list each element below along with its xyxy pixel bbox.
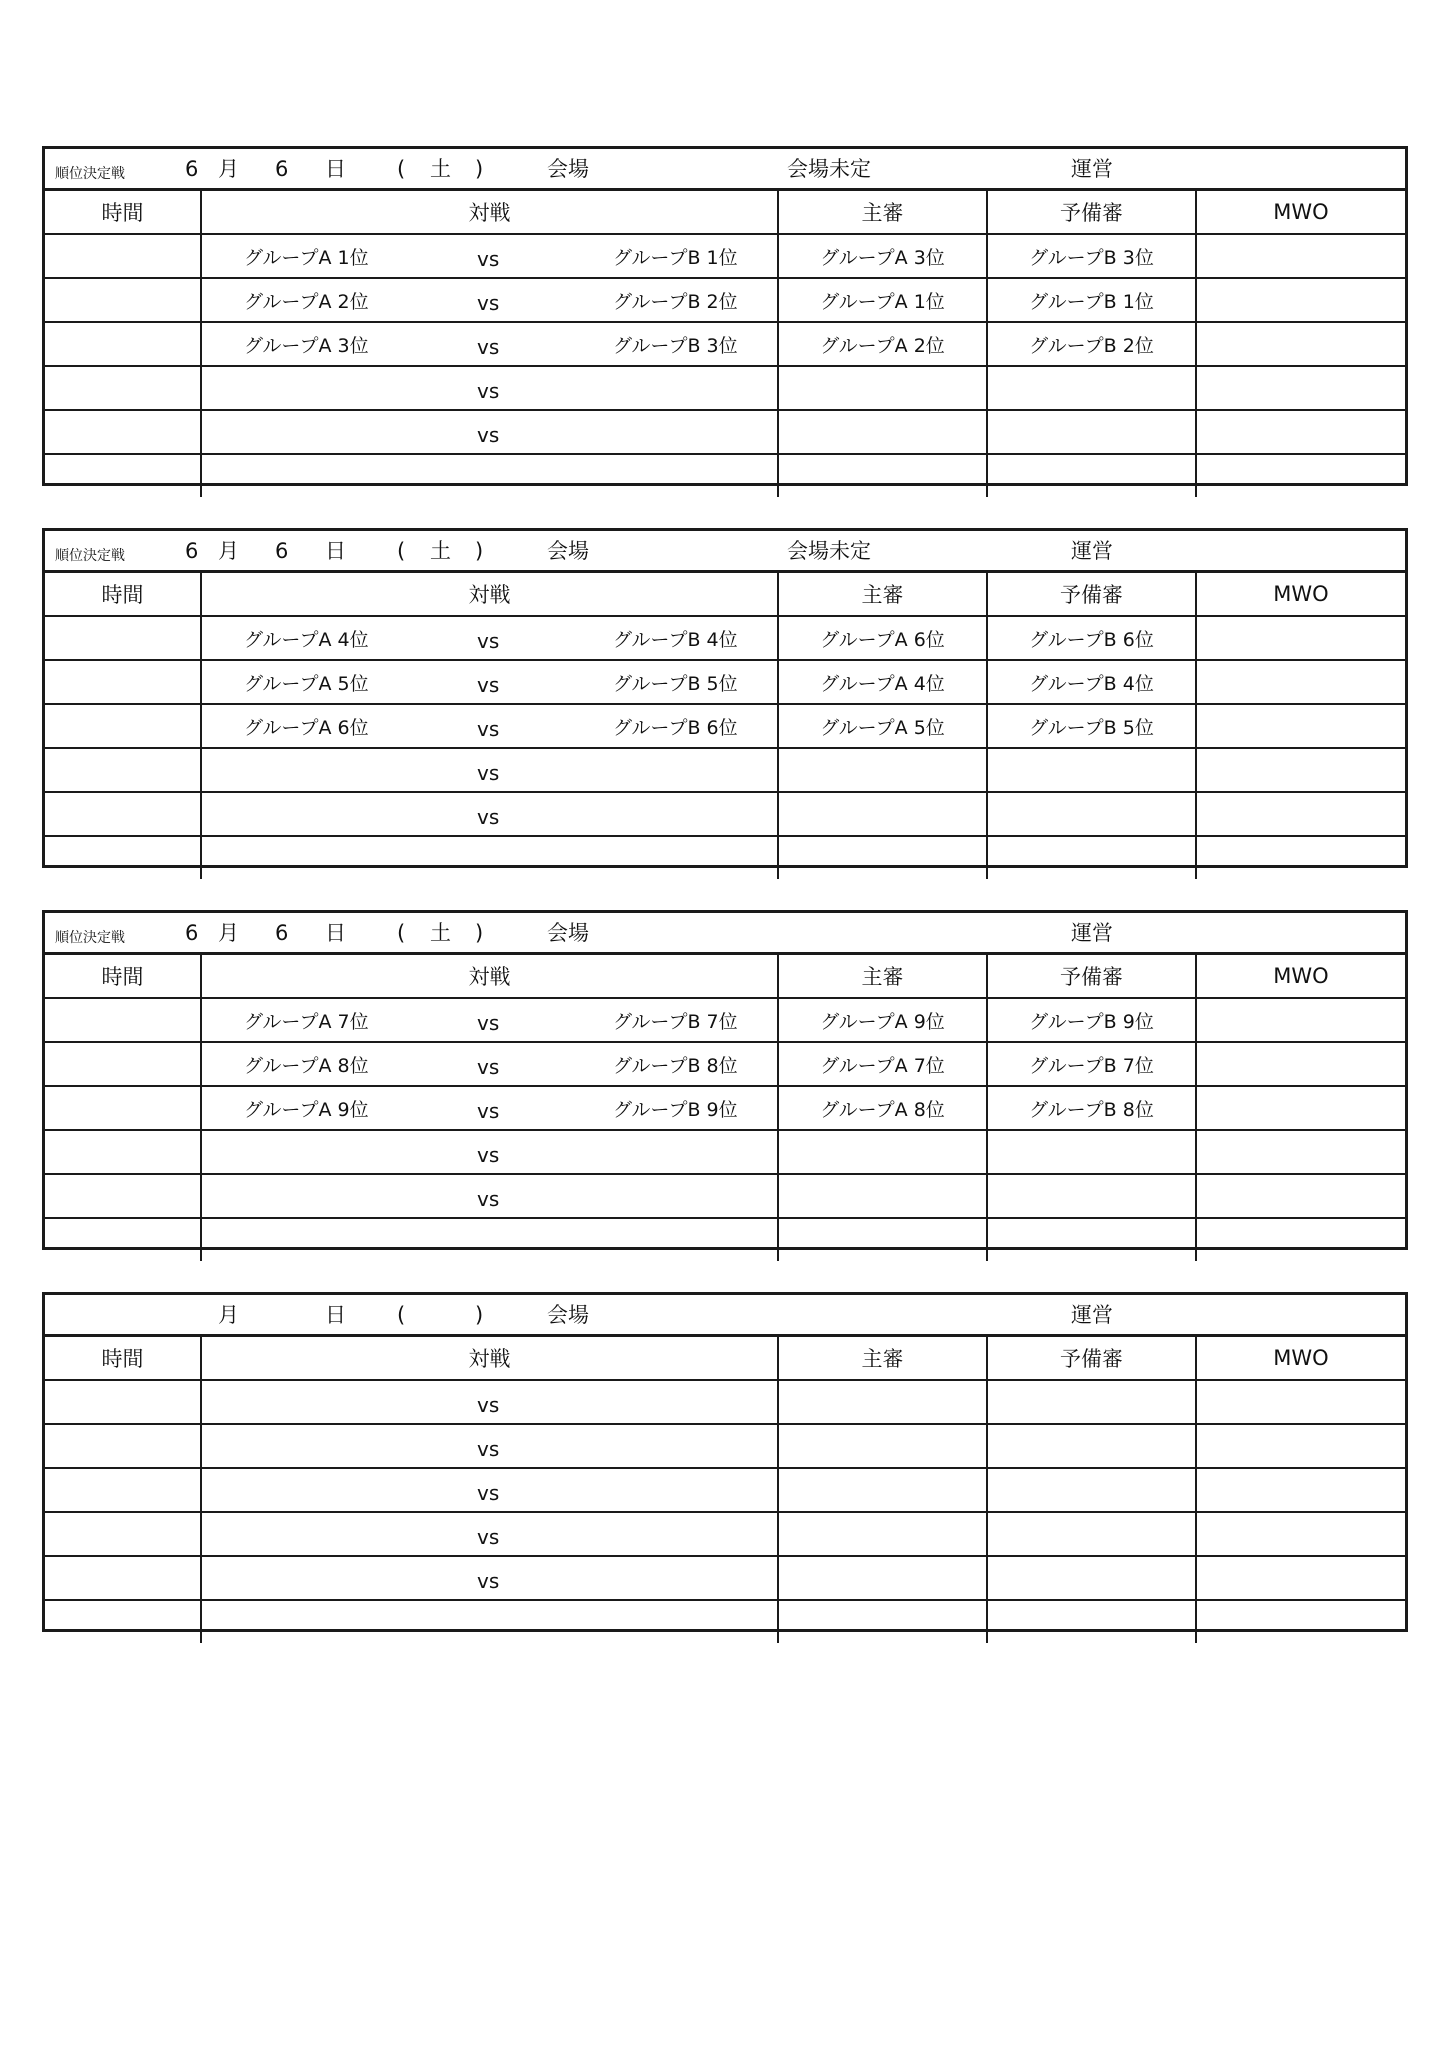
- sheet-label: 順位決定戦: [55, 548, 125, 564]
- column-header-row: [45, 955, 1405, 998]
- match-table: [45, 191, 1405, 497]
- col-time: 時間: [45, 573, 201, 616]
- vs-label: vs: [477, 1099, 500, 1123]
- table-row: [45, 748, 1405, 792]
- schedule-sheet-3: [42, 910, 1408, 1250]
- day-value: 6: [275, 921, 289, 945]
- vs-label: vs: [477, 629, 500, 653]
- reserve-cell[interactable]: [987, 1600, 1196, 1643]
- referee-cell[interactable]: グループA 7位: [778, 1042, 987, 1086]
- paren-close: ): [475, 921, 484, 945]
- mwo-cell[interactable]: [1196, 1086, 1405, 1130]
- vs-label: vs: [477, 423, 500, 447]
- match-cell[interactable]: [201, 1174, 778, 1218]
- table-row: [45, 1174, 1405, 1218]
- team-a: グループA 6位: [244, 717, 369, 739]
- vs-label: vs: [477, 761, 500, 785]
- mwo-cell[interactable]: [1196, 322, 1405, 366]
- referee-cell[interactable]: グループA 1位: [778, 278, 987, 322]
- team-b: グループB 6位: [613, 717, 738, 739]
- col-referee: 主審: [778, 573, 987, 616]
- sheet-label: 順位決定戦: [55, 166, 125, 182]
- table-row: [45, 234, 1405, 278]
- match-cell[interactable]: [201, 1086, 778, 1130]
- vs-label: vs: [477, 379, 500, 403]
- mwo-cell[interactable]: [1196, 366, 1405, 410]
- match-cell[interactable]: [201, 278, 778, 322]
- reserve-cell[interactable]: グループB 5位: [987, 704, 1196, 748]
- vs-label: vs: [477, 1393, 500, 1417]
- operator-label: 運営: [1071, 157, 1113, 181]
- vs-label: vs: [477, 1481, 500, 1505]
- col-referee: 主審: [778, 1337, 987, 1380]
- mwo-cell[interactable]: [1196, 1468, 1405, 1512]
- referee-cell[interactable]: [778, 1600, 987, 1643]
- mwo-cell[interactable]: [1196, 454, 1405, 497]
- match-cell[interactable]: [201, 322, 778, 366]
- col-time: 時間: [45, 191, 201, 234]
- mwo-cell[interactable]: [1196, 748, 1405, 792]
- referee-cell[interactable]: [778, 366, 987, 410]
- day-value: 6: [275, 539, 289, 563]
- vs-label: vs: [477, 1011, 500, 1035]
- table-row: [45, 836, 1405, 879]
- time-cell[interactable]: [45, 748, 201, 792]
- vs-label: vs: [477, 1055, 500, 1079]
- referee-cell[interactable]: [778, 836, 987, 879]
- column-header-row: [45, 573, 1405, 616]
- table-row: [45, 998, 1405, 1042]
- reserve-cell[interactable]: [987, 1218, 1196, 1261]
- schedule-sheets: [42, 146, 1408, 1674]
- reserve-cell[interactable]: グループB 2位: [987, 322, 1196, 366]
- table-row: [45, 366, 1405, 410]
- schedule-sheet-1: [42, 146, 1408, 486]
- mwo-cell[interactable]: [1196, 1600, 1405, 1643]
- table-row: [45, 322, 1405, 366]
- venue-label: 会場: [547, 539, 589, 563]
- col-time: 時間: [45, 955, 201, 998]
- referee-cell[interactable]: [778, 1512, 987, 1556]
- venue-label: 会場: [547, 921, 589, 945]
- vs-label: vs: [477, 335, 500, 359]
- operator-label: 運営: [1071, 921, 1113, 945]
- mwo-cell[interactable]: [1196, 410, 1405, 454]
- table-row: [45, 1130, 1405, 1174]
- vs-label: vs: [477, 247, 500, 271]
- table-row: [45, 1424, 1405, 1468]
- referee-cell[interactable]: [778, 1218, 987, 1261]
- table-row: [45, 1042, 1405, 1086]
- referee-cell[interactable]: [778, 410, 987, 454]
- reserve-cell[interactable]: [987, 366, 1196, 410]
- paren-open: (: [397, 539, 406, 563]
- referee-cell[interactable]: [778, 748, 987, 792]
- match-cell[interactable]: [201, 410, 778, 454]
- time-cell[interactable]: [45, 410, 201, 454]
- time-cell[interactable]: [45, 234, 201, 278]
- paren-open: (: [397, 921, 406, 945]
- team-a: グループA 5位: [244, 673, 369, 695]
- col-reserve: 予備審: [987, 1337, 1196, 1380]
- vs-label: vs: [477, 1143, 500, 1167]
- reserve-cell[interactable]: [987, 748, 1196, 792]
- paren-close: ): [475, 1303, 484, 1327]
- operator-label: 運営: [1071, 1303, 1113, 1327]
- col-reserve: 予備審: [987, 191, 1196, 234]
- team-a: グループA 4位: [244, 629, 369, 651]
- table-row: [45, 1380, 1405, 1424]
- referee-cell[interactable]: [778, 1468, 987, 1512]
- schedule-sheet-2: [42, 528, 1408, 868]
- col-match: 対戦: [201, 1337, 778, 1380]
- table-row: [45, 1086, 1405, 1130]
- team-b: グループB 3位: [613, 335, 738, 357]
- referee-cell[interactable]: [778, 1556, 987, 1600]
- vs-label: vs: [477, 717, 500, 741]
- time-cell[interactable]: [45, 616, 201, 660]
- mwo-cell[interactable]: [1196, 1174, 1405, 1218]
- day-unit: 日: [325, 921, 346, 945]
- table-row: [45, 1600, 1405, 1643]
- time-cell[interactable]: [45, 322, 201, 366]
- mwo-cell[interactable]: [1196, 1130, 1405, 1174]
- venue-label: 会場: [547, 1303, 589, 1327]
- referee-cell[interactable]: グループA 3位: [778, 234, 987, 278]
- reserve-cell[interactable]: [987, 792, 1196, 836]
- table-row: [45, 1468, 1405, 1512]
- mwo-cell[interactable]: [1196, 1556, 1405, 1600]
- match-cell[interactable]: [201, 1042, 778, 1086]
- mwo-cell[interactable]: [1196, 660, 1405, 704]
- referee-cell[interactable]: [778, 454, 987, 497]
- match-cell[interactable]: [201, 836, 778, 879]
- table-row: [45, 1512, 1405, 1556]
- sheet-header: [45, 1295, 1405, 1337]
- col-referee: 主審: [778, 191, 987, 234]
- time-cell[interactable]: [45, 1130, 201, 1174]
- time-cell[interactable]: [45, 1600, 201, 1643]
- time-cell[interactable]: [45, 278, 201, 322]
- reserve-cell[interactable]: [987, 1512, 1196, 1556]
- time-cell[interactable]: [45, 704, 201, 748]
- match-cell[interactable]: [201, 1424, 778, 1468]
- match-cell[interactable]: [201, 616, 778, 660]
- month-unit: 月: [218, 1303, 239, 1327]
- reserve-cell[interactable]: [987, 1556, 1196, 1600]
- time-cell[interactable]: [45, 792, 201, 836]
- vs-label: vs: [477, 805, 500, 829]
- referee-cell[interactable]: グループA 9位: [778, 998, 987, 1042]
- mwo-cell[interactable]: [1196, 792, 1405, 836]
- match-table: [45, 573, 1405, 879]
- col-mwo: MWO: [1196, 191, 1405, 234]
- venue-value: 会場未定: [787, 539, 871, 563]
- referee-cell[interactable]: グループA 4位: [778, 660, 987, 704]
- referee-cell[interactable]: グループA 5位: [778, 704, 987, 748]
- mwo-cell[interactable]: [1196, 234, 1405, 278]
- col-time: 時間: [45, 1337, 201, 1380]
- team-b: グループB 9位: [613, 1099, 738, 1121]
- col-mwo: MWO: [1196, 573, 1405, 616]
- reserve-cell[interactable]: グループB 3位: [987, 234, 1196, 278]
- weekday-value: 土: [430, 157, 451, 181]
- day-unit: 日: [325, 1303, 346, 1327]
- reserve-cell[interactable]: [987, 454, 1196, 497]
- day-unit: 日: [325, 539, 346, 563]
- time-cell[interactable]: [45, 660, 201, 704]
- match-cell[interactable]: [201, 1218, 778, 1261]
- referee-cell[interactable]: グループA 2位: [778, 322, 987, 366]
- match-cell[interactable]: [201, 454, 778, 497]
- time-cell[interactable]: [45, 1380, 201, 1424]
- mwo-cell[interactable]: [1196, 1424, 1405, 1468]
- mwo-cell[interactable]: [1196, 836, 1405, 879]
- team-a: グループA 7位: [244, 1011, 369, 1033]
- table-row: [45, 1218, 1405, 1261]
- month-unit: 月: [218, 539, 239, 563]
- referee-cell[interactable]: [778, 792, 987, 836]
- paren-close: ): [475, 539, 484, 563]
- col-referee: 主審: [778, 955, 987, 998]
- paren-open: (: [397, 157, 406, 181]
- team-b: グループB 8位: [613, 1055, 738, 1077]
- table-row: [45, 616, 1405, 660]
- mwo-cell[interactable]: [1196, 616, 1405, 660]
- referee-cell[interactable]: グループA 8位: [778, 1086, 987, 1130]
- time-cell[interactable]: [45, 454, 201, 497]
- time-cell[interactable]: [45, 998, 201, 1042]
- time-cell[interactable]: [45, 1042, 201, 1086]
- mwo-cell[interactable]: [1196, 704, 1405, 748]
- col-mwo: MWO: [1196, 955, 1405, 998]
- time-cell[interactable]: [45, 1468, 201, 1512]
- vs-label: vs: [477, 1525, 500, 1549]
- sheet-label: 順位決定戦: [55, 930, 125, 946]
- table-row: [45, 410, 1405, 454]
- team-a: グループA 8位: [244, 1055, 369, 1077]
- referee-cell[interactable]: [778, 1174, 987, 1218]
- schedule-sheet-4: [42, 1292, 1408, 1632]
- table-row: [45, 1556, 1405, 1600]
- referee-cell[interactable]: グループA 6位: [778, 616, 987, 660]
- reserve-cell[interactable]: グループB 1位: [987, 278, 1196, 322]
- team-b: グループB 2位: [613, 291, 738, 313]
- column-header-row: [45, 191, 1405, 234]
- reserve-cell[interactable]: グループB 6位: [987, 616, 1196, 660]
- col-reserve: 予備審: [987, 573, 1196, 616]
- match-cell[interactable]: [201, 660, 778, 704]
- match-cell[interactable]: [201, 704, 778, 748]
- team-a: グループA 2位: [244, 291, 369, 313]
- table-row: [45, 792, 1405, 836]
- match-cell[interactable]: [201, 1600, 778, 1643]
- match-cell[interactable]: [201, 1130, 778, 1174]
- reserve-cell[interactable]: [987, 1424, 1196, 1468]
- vs-label: vs: [477, 1437, 500, 1461]
- reserve-cell[interactable]: グループB 9位: [987, 998, 1196, 1042]
- venue-label: 会場: [547, 157, 589, 181]
- table-row: [45, 454, 1405, 497]
- mwo-cell[interactable]: [1196, 998, 1405, 1042]
- paren-close: ): [475, 157, 484, 181]
- month-value: 6: [185, 539, 199, 563]
- team-b: グループB 1位: [613, 247, 738, 269]
- referee-cell[interactable]: [778, 1424, 987, 1468]
- col-match: 対戦: [201, 573, 778, 616]
- day-unit: 日: [325, 157, 346, 181]
- weekday-value: 土: [430, 921, 451, 945]
- reserve-cell[interactable]: グループB 4位: [987, 660, 1196, 704]
- column-header-row: [45, 1337, 1405, 1380]
- reserve-cell[interactable]: グループB 7位: [987, 1042, 1196, 1086]
- reserve-cell[interactable]: グループB 8位: [987, 1086, 1196, 1130]
- table-row: [45, 278, 1405, 322]
- match-cell[interactable]: [201, 366, 778, 410]
- table-row: [45, 704, 1405, 748]
- col-match: 対戦: [201, 191, 778, 234]
- time-cell[interactable]: [45, 1424, 201, 1468]
- sheet-header: [45, 149, 1405, 191]
- month-value: 6: [185, 921, 199, 945]
- match-cell[interactable]: [201, 792, 778, 836]
- mwo-cell[interactable]: [1196, 278, 1405, 322]
- match-cell[interactable]: [201, 1512, 778, 1556]
- reserve-cell[interactable]: [987, 410, 1196, 454]
- day-value: 6: [275, 157, 289, 181]
- operator-label: 運営: [1071, 539, 1113, 563]
- reserve-cell[interactable]: [987, 1468, 1196, 1512]
- col-mwo: MWO: [1196, 1337, 1405, 1380]
- sheet-header: [45, 913, 1405, 955]
- time-cell[interactable]: [45, 1086, 201, 1130]
- reserve-cell[interactable]: [987, 1380, 1196, 1424]
- month-unit: 月: [218, 921, 239, 945]
- referee-cell[interactable]: [778, 1380, 987, 1424]
- vs-label: vs: [477, 291, 500, 315]
- vs-label: vs: [477, 1569, 500, 1593]
- team-a: グループA 9位: [244, 1099, 369, 1121]
- team-a: グループA 3位: [244, 335, 369, 357]
- col-match: 対戦: [201, 955, 778, 998]
- match-table: [45, 955, 1405, 1261]
- reserve-cell[interactable]: [987, 1174, 1196, 1218]
- match-table: [45, 1337, 1405, 1643]
- paren-open: (: [397, 1303, 406, 1327]
- table-row: [45, 660, 1405, 704]
- time-cell[interactable]: [45, 1556, 201, 1600]
- reserve-cell[interactable]: [987, 836, 1196, 879]
- team-b: グループB 5位: [613, 673, 738, 695]
- match-cell[interactable]: [201, 998, 778, 1042]
- mwo-cell[interactable]: [1196, 1042, 1405, 1086]
- mwo-cell[interactable]: [1196, 1380, 1405, 1424]
- time-cell[interactable]: [45, 836, 201, 879]
- match-cell[interactable]: [201, 234, 778, 278]
- weekday-value: 土: [430, 539, 451, 563]
- time-cell[interactable]: [45, 366, 201, 410]
- time-cell[interactable]: [45, 1218, 201, 1261]
- month-unit: 月: [218, 157, 239, 181]
- vs-label: vs: [477, 673, 500, 697]
- team-b: グループB 7位: [613, 1011, 738, 1033]
- team-a: グループA 1位: [244, 247, 369, 269]
- sheet-header: [45, 531, 1405, 573]
- col-reserve: 予備審: [987, 955, 1196, 998]
- venue-value: 会場未定: [787, 157, 871, 181]
- mwo-cell[interactable]: [1196, 1218, 1405, 1261]
- match-cell[interactable]: [201, 1556, 778, 1600]
- month-value: 6: [185, 157, 199, 181]
- reserve-cell[interactable]: [987, 1130, 1196, 1174]
- time-cell[interactable]: [45, 1512, 201, 1556]
- match-cell[interactable]: [201, 748, 778, 792]
- match-cell[interactable]: [201, 1468, 778, 1512]
- team-b: グループB 4位: [613, 629, 738, 651]
- match-cell[interactable]: [201, 1380, 778, 1424]
- time-cell[interactable]: [45, 1174, 201, 1218]
- referee-cell[interactable]: [778, 1130, 987, 1174]
- vs-label: vs: [477, 1187, 500, 1211]
- mwo-cell[interactable]: [1196, 1512, 1405, 1556]
